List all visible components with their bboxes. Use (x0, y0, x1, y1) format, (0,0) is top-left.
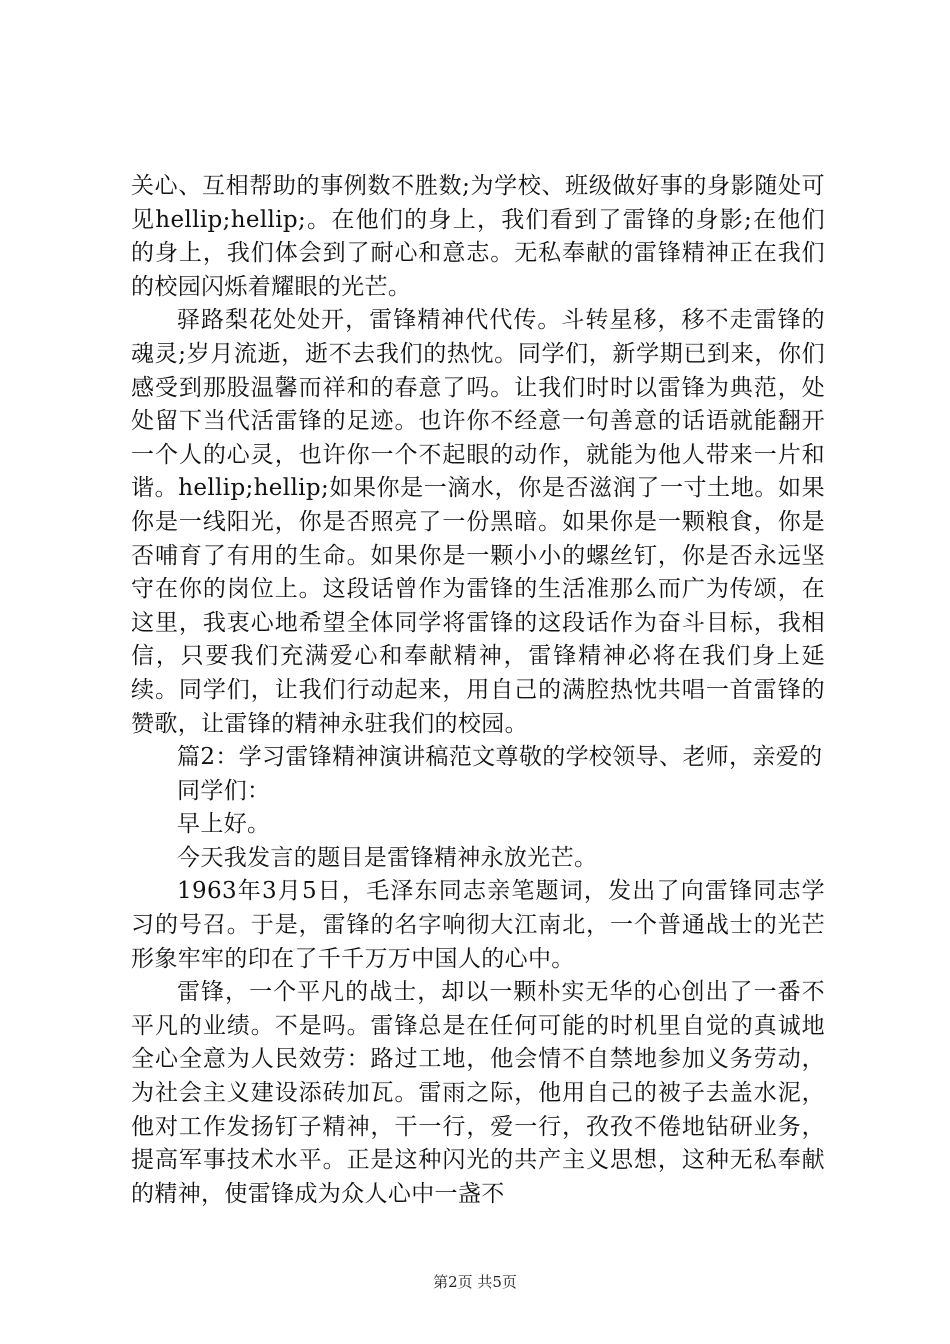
paragraph-topic: 今天我发言的题目是雷锋精神永放光芒。 (177, 844, 598, 871)
paragraph-1963-inscription: 1963年3月5日，毛泽东同志亲笔题词，发出了向雷锋同志学习的号召。于是，雷锋的名字响彻大江南北，一个普通战士的光芒形象牢牢的印在了千千万万中国人的心中。 (131, 878, 825, 972)
page-footer: 第2页 共5页 (433, 1273, 517, 1291)
section-heading-part-2: 篇2：学习雷锋精神演讲稿范文尊敬的学校领导、老师，亲爱的 (177, 744, 823, 771)
paragraph-continuation: 关心、互相帮助的事例数不胜数;为学校、班级做好事的身影随处可见hellip;hellip;。在他们的身上，我们看到了雷锋的身影;在他们的身上，我们体会到了耐心和意志。无私奉献的雷锋精神正在我们的校园闪烁着耀眼的光芒。 (131, 173, 825, 300)
paragraph-greeting: 早上好。 (177, 811, 271, 838)
paragraph-ordinary-soldier: 雷锋，一个平凡的战士，却以一颗朴实无华的心创出了一番不平凡的业绩。不是吗。雷锋总是在任何可能的时机里自觉的真诚地全心全意为人民效劳：路过工地，他会情不自禁地参加义务劳动，为社会主义建设添砖加瓦。雷雨之际，他用自己的被子去盖水泥，他对工作发扬钉子精神，干一行，爱一行，孜孜不倦地钻研业务，提高军事技术水平。正是这种闪光的共产主义思想，这种无私奉献的精神，使雷锋成为众人心中一盏不 (131, 979, 825, 1207)
paragraph-leifeng-spirit: 驿路梨花处处开，雷锋精神代代传。斗转星移，移不走雷锋的魂灵;岁月流逝，逝不去我们的热忱。同学们，新学期已到来，你们感受到那股温馨而祥和的春意了吗。让我们时时以雷锋为典范，处处留下当代活雷锋的足迹。也许你不经意一句善意的话语就能翻开一个人的心灵，也许你一个不起眼的动作，就能为他人带来一片和谐。hellip;hellip;如果你是一滴水，你是否滋润了一寸土地。如果你是一线阳光，你是否照亮了一份黑暗。如果你是一颗粮食，你是否哺育了有用的生命。如果你是一颗小小的螺丝钉，你是否永远坚守在你的岗位上。这段话曾作为雷锋的生活准那么而广为传颂，在这里，我衷心地希望全体同学将雷锋的这段话作为奋斗目标，我相信，只要我们充满爱心和奉献精神，雷锋精神必将在我们身上延续。同学们，让我们行动起来，用自己的满腔热忱共唱一首雷锋的赞歌，让雷锋的精神永驻我们的校园。 (131, 307, 825, 737)
paragraph-salutation: 同学们： (177, 777, 271, 804)
document-body (131, 170, 825, 1211)
